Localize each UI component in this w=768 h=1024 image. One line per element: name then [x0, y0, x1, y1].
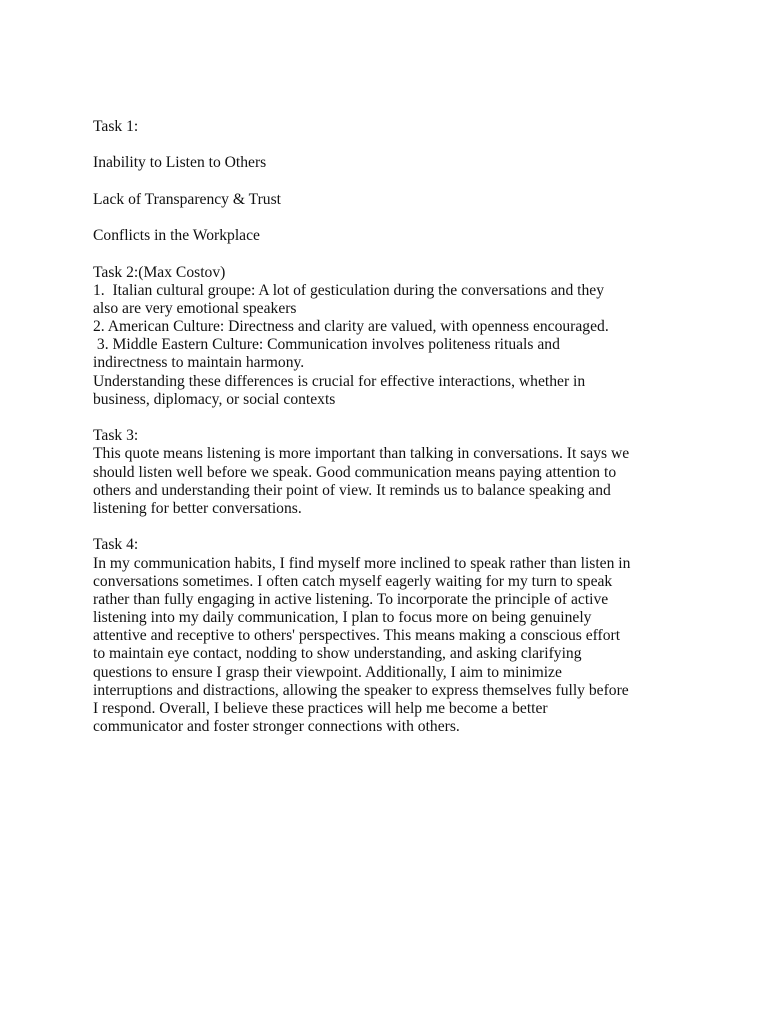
- task2-line: 3. Middle Eastern Culture: Communication involves politeness rituals and: [93, 336, 560, 354]
- task4-line: listening into my daily communication, I plan to focus more on being genuinely: [93, 609, 592, 627]
- task4-line: attentive and receptive to others' perspectives. This means making a conscious effort: [93, 627, 621, 645]
- task4-line: rather than fully engaging in active listening. To incorporate the principle of active: [93, 590, 609, 608]
- task4-heading: Task 4:: [93, 536, 139, 554]
- document-body: [93, 118, 693, 736]
- task4-line: interruptions and distractions, allowing the speaker to express themselves fully before: [93, 681, 629, 699]
- spacer: [93, 245, 693, 263]
- task2-heading: Task 2:(Max Costov): [93, 263, 226, 281]
- task2-line: Understanding these differences is crucial for effective interactions, whether in: [93, 372, 586, 390]
- task2-line: also are very emotional speakers: [93, 299, 297, 317]
- task3-line: should listen well before we speak. Good communication means paying attention to: [93, 463, 617, 481]
- task4-line: to maintain eye contact, nodding to show understanding, and asking clarifying: [93, 645, 582, 663]
- spacer: [93, 209, 693, 227]
- spacer: [93, 409, 693, 427]
- task4-line: conversations sometimes. I often catch myself eagerly waiting for my turn to speak: [93, 572, 613, 590]
- task4-line: questions to ensure I grasp their viewpoint. Additionally, I aim to minimize: [93, 663, 562, 681]
- spacer: [93, 173, 693, 191]
- task3-line: others and understanding their point of view. It reminds us to balance speaking and: [93, 481, 611, 499]
- task3-heading: Task 3:: [93, 427, 139, 445]
- task4-line: communicator and foster stronger connections with others.: [93, 718, 460, 736]
- task1-item: Lack of Transparency & Trust: [93, 190, 281, 208]
- task4-line: In my communication habits, I find myself more inclined to speak rather than listen in: [93, 554, 631, 572]
- task3-line: listening for better conversations.: [93, 499, 302, 517]
- spacer: [93, 518, 693, 536]
- task1-item: Inability to Listen to Others: [93, 154, 267, 172]
- task2-line: 1. Italian cultural groupe: A lot of gesticulation during the conversations and they: [93, 281, 605, 299]
- spacer: [93, 136, 693, 154]
- task4-line: I respond. Overall, I believe these practices will help me become a better: [93, 700, 548, 717]
- task2-line: business, diplomacy, or social contexts: [93, 390, 336, 408]
- task2-line: 2. American Culture: Directness and clarity are valued, with openness encouraged.: [93, 318, 609, 336]
- task1-heading: Task 1:: [93, 118, 139, 135]
- task3-line: This quote means listening is more important than talking in conversations. It says we: [93, 445, 630, 463]
- task2-line: indirectness to maintain harmony.: [93, 354, 305, 372]
- task1-item: Conflicts in the Workplace: [93, 227, 260, 245]
